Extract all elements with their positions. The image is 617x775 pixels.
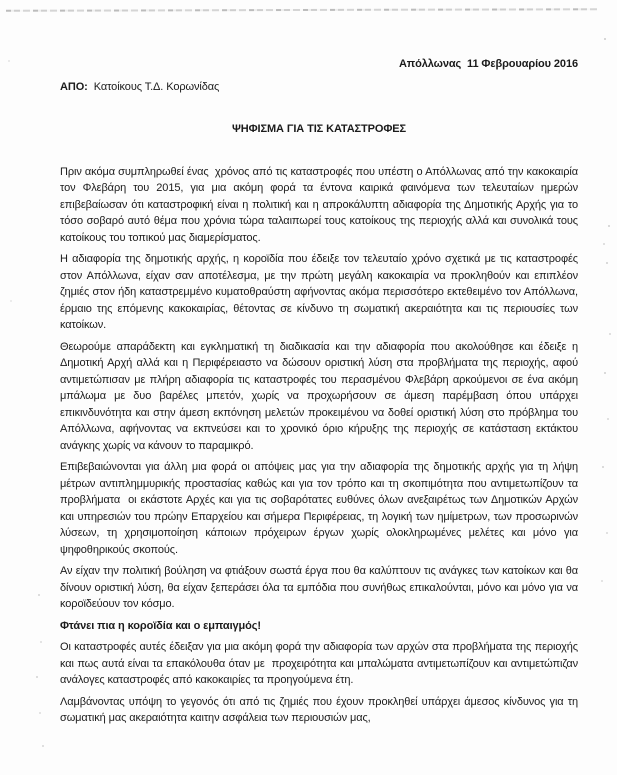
from-value: Κατοίκους Τ.Δ. Κορωνίδας <box>93 80 220 93</box>
date-line: Απόλλωνας 11 Φεβρουαρίου 2016 <box>398 58 578 70</box>
paragraphs <box>60 164 581 727</box>
paragraph: Θεωρούμε απαράδεκτη και εγκληματική τη διαδικασία και την αδιαφορία που ακολούθησε και έδειξε η Δημοτική Αρχή αλλά και η Περιφέρειαστο να δώσουν οριστική λύση στα προβλήματα της περιοχής, αφού αντιμετώπισαν με πλήρη αδιαφορία τις καταστροφές του περασμένου Φλεβάρη αρκούμενοι σε ένα ακόμη μπάλωμα με δυο βαρέλες μπετόν, χωρίς να προχωρήσουν σε άμεση παρέμβαση όπου υπάρχει επικινδυνότητα και στην άμεση εκπόνηση μελετών προκειμένου να δοθεί οριστική λύση στο πρόβλημα του Απόλλωνα, αφήνοντας να εκπνεύσει και το χρονικό όριο κήρυξης της περιοχής σε κατάσταση εκτάκτου ανάγκης χωρίς να κάνουν το παραμικρό. <box>60 340 581 452</box>
paragraph: Αν είχαν την πολιτική βούληση να φτιάξουν σωστά έργα που θα καλύπτουν τις ανάγκες των κατοίκων και θα δίνουν οριστική λύση, θα είχαν ξεπεράσει όλα τα εμπόδια που συνήθως επικαλούνται, μόνο και μόνο για να κοροϊδεύουν τον κόσμο. <box>60 565 581 610</box>
document-content <box>60 0 581 732</box>
paragraph: Πριν ακόμα συμπληρωθεί ένας χρόνος από τις καταστροφές που υπέστη ο Απόλλωνας από την κακοκαιρία τον Φλεβάρη του 2015, για μια ακόμη φορά τα έντονα καιρικά φαινόμενα των τελευταίων ημερών επιβεβαίωσαν ότι καταστροφική είναι η πολιτική και η απροκάλυπτη αδιαφορία της Δημοτικής Αρχής για το τόσο σοβαρό αυτό θέμα που χρόνια τώρα ταλαιπωρεί τους κατοίκους της περιοχής αλλά και συνολικά τους κατοίκους του τοπικού μας διαμερίσματος. <box>60 165 581 244</box>
paragraph: Επιβεβαιώνονται για άλλη μια φορά οι απόψεις μας για την αδιαφορία της δημοτικής αρχής για τη λήψη μέτρων αντιπλημμυρικής προστασίας καθώς και για τον τρόπο και τη σκοπιμότητα που αντιμετωπίζουν τα προβλήματα οι εκάστοτε Αρχές και για τις σοβαρότατες ευθύνες όλων ανεξαιρέτως των Δημοτικών Αρχών και υπηρεσιών του πρώην Επαρχείου και σήμερα Περιφέρειας, τη λογική των ημίμετρων, των προσωρινών λύσεων, τη χρησιμοποίηση κάποιων πρόχειρων έργων χωρίς ολοκληρωμένες μελέτες και μόνο για ψηφοθηρικούς σκοπούς. <box>60 461 581 556</box>
document-title: ΨΗΦΙΣΜΑ ΓΙΑ ΤΙΣ ΚΑΤΑΣΤΡΟΦΕΣ <box>231 123 407 135</box>
paragraph: Λαμβάνοντας υπόψη το γεγονός ότι από τις ζημιές που έχουν προκληθεί υπάρχει άμεσος κίνδυνος για τη σωματική μας ακεραιότητα καιτην ασφάλεια των περιουσιών μας, <box>60 695 581 724</box>
from-label: ΑΠΟ: <box>60 80 88 93</box>
from-line <box>60 79 578 96</box>
paragraph: Η αδιαφορία της δημοτικής αρχής, η κοροϊδία που έδειξε τον τελευταίο χρόνο σχετικά με τις καταστροφές στον Απόλλωνα, είχαν σαν αποτέλεσμα, με την πρώτη μεγάλη κακοκαιρία να προκληθούν και επιπλέον ζημιές στον ήδη καταστρεμμένο κυματοθραύστη αφήνοντας ακόμα περισσότερο εκτεθειμένο τον Απόλλωνα, έρμαιο της επόμενης κακοκαιρίας, θέτοντας σε κίνδυνο τη σωματική ακεραιότητα και τις περιουσίες των κατοίκων. <box>60 253 581 331</box>
emphasis-line: Φτάνει πια η κοροϊδία και ο εμπαιγμός! <box>60 619 261 632</box>
scan-speckles <box>0 0 2 2</box>
paragraph: Οι καταστροφές αυτές έδειξαν για μια ακόμη φορά την αδιαφορία των αρχών στα προβλήματα της περιοχής και πως αυτά είναι τα επακόλουθα όταν με προχειρότητα και μπαλώματα αντιμετωπίζουν και αντιμετώπιζαν ανάλογες καταστροφές από κακοκαιρίες τα προηγούμενα έτη. <box>60 641 581 686</box>
